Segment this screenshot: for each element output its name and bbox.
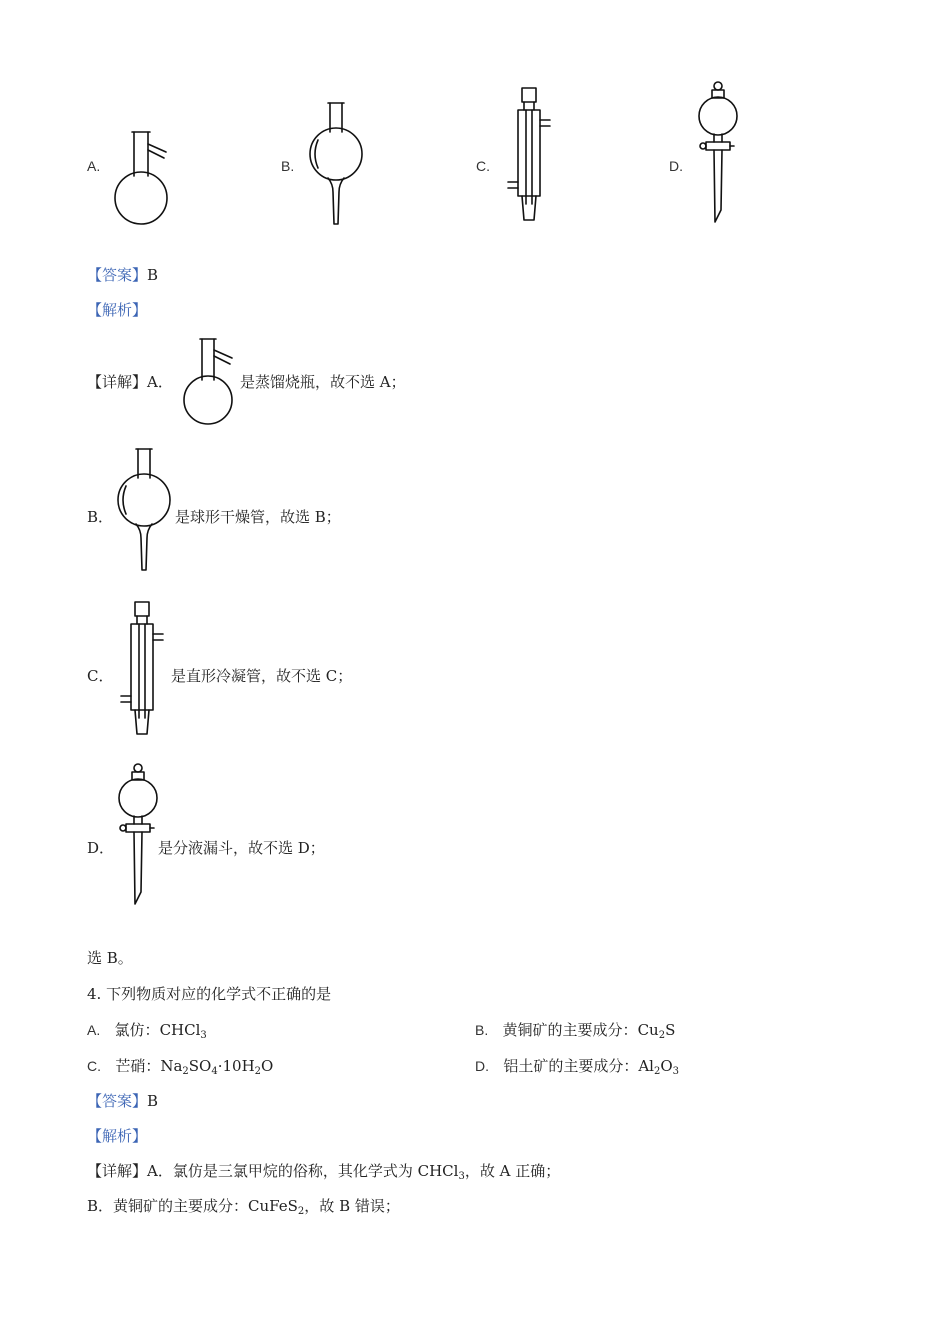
detail-b-prefix: B． <box>87 508 114 526</box>
separatory-funnel-icon <box>694 80 754 228</box>
q4-option-b-formula: $Cu_2S$ <box>637 1021 676 1041</box>
distilling-flask-icon <box>110 128 170 228</box>
q4-detail-b-prefix: B． <box>87 1197 114 1215</box>
detail-tag: 【详解】 <box>87 373 148 391</box>
q4-option-c-label: C. <box>87 1058 101 1074</box>
q4-option-d-name: 铝土矿的主要成分： <box>503 1057 639 1075</box>
option-b-label: B. <box>281 158 295 174</box>
q4-option-d-formula: $Al_2O_3$ <box>638 1057 680 1077</box>
q4-answer-value: B <box>147 1092 159 1110</box>
bulb-drying-tube-icon <box>114 446 174 576</box>
distilling-flask-icon <box>180 336 240 428</box>
question-stem: 4. 下列物质对应的化学式不正确的是 <box>87 985 332 1003</box>
conclusion: 选 B。 <box>87 949 133 967</box>
q4-detail-a-text: 氯仿是三氯甲烷的俗称，其化学式为 CHCl$_3$，故 A 正确； <box>172 1162 561 1182</box>
q4-detail-b-text: 黄铜矿的主要成分：CuFeS$_2$，故 B 错误； <box>113 1197 400 1217</box>
separatory-funnel-icon <box>114 762 174 910</box>
q4-option-c-name: 芒硝： <box>115 1057 161 1075</box>
q4-option-d-label: D. <box>475 1058 489 1074</box>
detail-b-text: 是球形干燥管，故选 B； <box>175 508 341 526</box>
detail-c-prefix: C． <box>87 667 114 685</box>
option-d-label: D. <box>669 158 683 174</box>
detail-d-text: 是分液漏斗，故不选 D； <box>158 839 325 857</box>
q4-analysis-tag: 【解析】 <box>87 1127 148 1145</box>
answer-tag: 【答案】 <box>87 266 148 284</box>
answer-value: B <box>147 266 159 284</box>
q4-option-a-name: 氯仿： <box>114 1021 160 1039</box>
q4-option-b-name: 黄铜矿的主要成分： <box>502 1021 638 1039</box>
bulb-drying-tube-icon <box>306 100 366 230</box>
q4-option-b-label: B. <box>475 1022 489 1038</box>
liebig-condenser-icon <box>502 86 562 228</box>
analysis-tag: 【解析】 <box>87 301 148 319</box>
detail-a-prefix: A． <box>147 373 173 391</box>
detail-a-text: 是蒸馏烧瓶，故不选 A； <box>240 373 406 391</box>
option-a-label: A. <box>87 158 101 174</box>
q4-option-a-formula: CHCl$_3$ <box>159 1021 207 1041</box>
detail-d-prefix: D． <box>87 839 115 857</box>
q4-option-c-formula: $Na_2SO_4\cdot 10H_2O$ <box>160 1057 274 1077</box>
q4-detail-tag: 【详解】 <box>87 1162 148 1180</box>
liebig-condenser-icon <box>115 600 175 742</box>
option-c-label: C. <box>476 158 490 174</box>
q4-option-a-label: A. <box>87 1022 101 1038</box>
q4-answer-tag: 【答案】 <box>87 1092 148 1110</box>
detail-c-text: 是直形冷凝管，故不选 C； <box>171 667 353 685</box>
q4-detail-a-prefix: A． <box>147 1162 173 1180</box>
